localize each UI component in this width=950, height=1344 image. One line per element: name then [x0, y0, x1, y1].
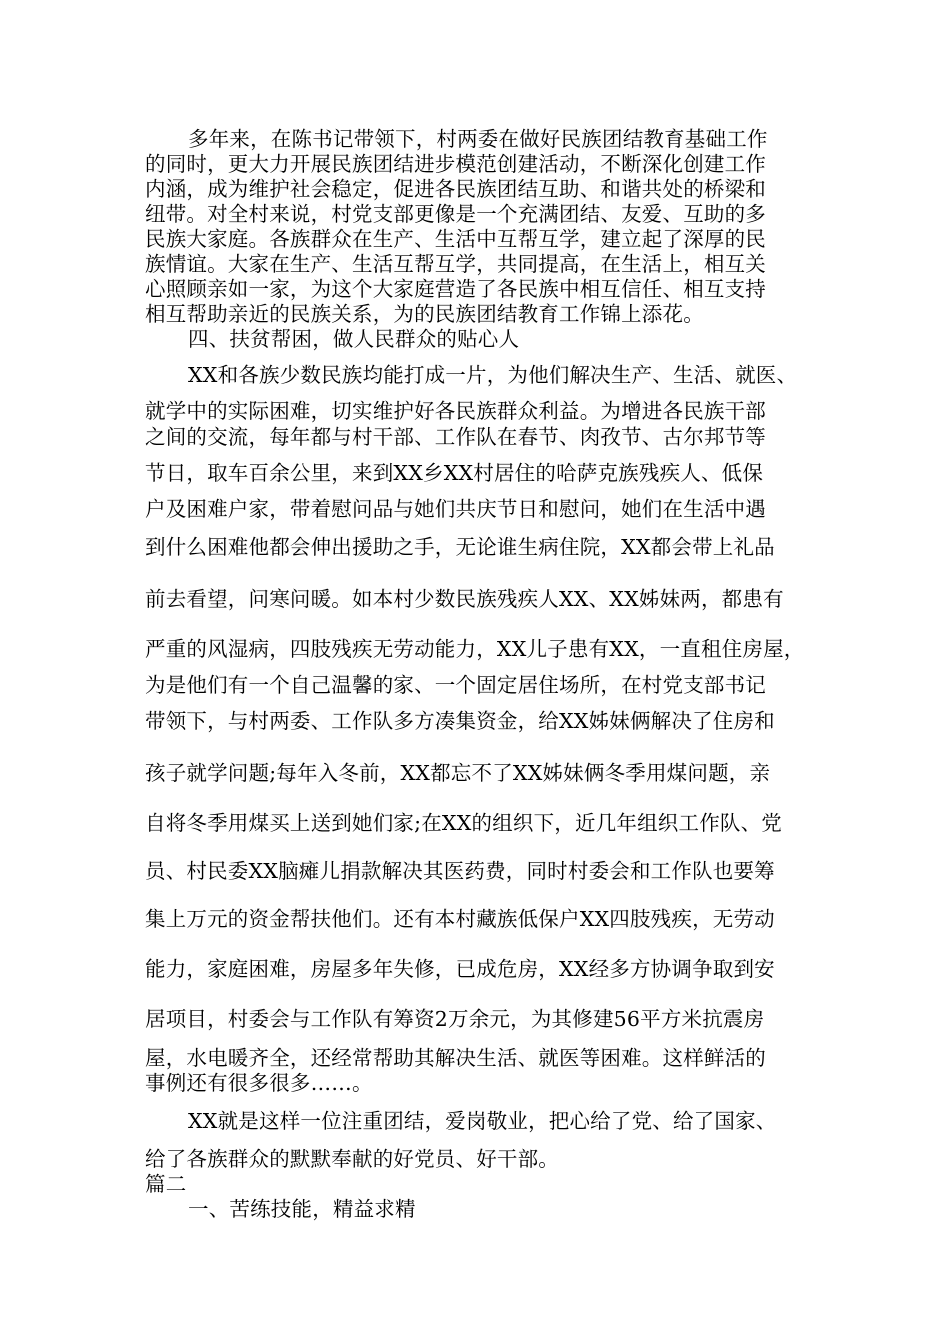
paragraph-2-line-18: 事例还有很多很多……。 [145, 1071, 373, 1095]
section-heading-one: 一、苦练技能，精益求精 [188, 1197, 416, 1221]
paragraph-2-line-14: 集上万元的资金帮扶他们。还有本村藏族低保户XX四肢残疾，无劳动 [145, 907, 775, 931]
paragraph-1-line-2: 的同时，更大力开展民族团结进步模范创建活动，不断深化创建工作 [145, 152, 766, 176]
paragraph-2-line-1: XX和各族少数民族均能打成一片，为他们解决生产、生活、就医、 [188, 363, 798, 387]
paragraph-1-line-1: 多年来，在陈书记带领下，村两委在做好民族团结教育基础工作 [188, 127, 768, 151]
paragraph-2-line-13: 员、村民委XX脑瘫儿捐款解决其医药费，同时村委会和工作队也要筹 [145, 859, 775, 883]
section-heading-four: 四、扶贫帮困，做人民群众的贴心人 [188, 327, 520, 351]
paragraph-3-line-1: XX就是这样一位注重团结，爱岗敬业，把心给了党、给了国家、 [188, 1109, 777, 1133]
paragraph-2-line-2: 就学中的实际困难，切实维护好各民族群众利益。为增进各民族干部 [145, 399, 766, 423]
paragraph-3-line-2: 给了各族群众的默默奉献的好党员、好干部。 [145, 1147, 559, 1171]
paragraph-2-line-15: 能力，家庭困难，房屋多年失修，已成危房，XX经多方协调争取到安 [145, 957, 775, 981]
paragraph-2-line-9: 为是他们有一个自己温馨的家、一个固定居住场所，在村党支部书记 [145, 673, 766, 697]
paragraph-2-line-4: 节日，取车百余公里，来到XX乡XX村居住的哈萨克族残疾人、低保 [145, 461, 764, 485]
paragraph-1-line-8: 相互帮助亲近的民族关系，为的民族团结教育工作锦上添花。 [145, 302, 704, 326]
paragraph-1-line-3: 内涵，成为维护社会稳定，促进各民族团结互助、和谐共处的桥梁和 [145, 177, 766, 201]
paragraph-1-line-6: 族情谊。大家在生产、生活互帮互学，共同提高，在生活上，相互关 [145, 252, 766, 276]
paragraph-2-line-12: 自将冬季用煤买上送到她们家;在XX的组织下，近几年组织工作队、党 [145, 811, 782, 835]
paragraph-2-line-11: 孩子就学问题;每年入冬前，XX都忘不了XX姊妹俩冬季用煤问题，亲 [145, 761, 771, 785]
paragraph-2-line-8: 严重的风湿病，四肢残疾无劳动能力，XX儿子患有XX，一直租住房屋， [145, 637, 805, 661]
section-label-part-two: 篇二 [145, 1172, 187, 1196]
paragraph-2-line-10: 带领下，与村两委、工作队多方凑集资金，给XX姊妹俩解决了住房和 [145, 709, 775, 733]
paragraph-2-line-16: 居项目，村委会与工作队有筹资2万余元，为其修建56平方米抗震房 [145, 1007, 765, 1031]
paragraph-2-line-7: 前去看望，问寒问暖。如本村少数民族残疾人XX、XX姊妹两，都患有 [145, 587, 784, 611]
paragraph-1-line-7: 心照顾亲如一家，为这个大家庭营造了各民族中相互信任、相互支持 [145, 277, 766, 301]
paragraph-2-line-5: 户及困难户家，带着慰问品与她们共庆节日和慰问，她们在生活中遇 [145, 497, 766, 521]
paragraph-2-line-3: 之间的交流，每年都与村干部、工作队在春节、肉孜节、古尔邦节等 [145, 425, 766, 449]
paragraph-2-line-17: 屋，水电暖齐全，还经常帮助其解决生活、就医等困难。这样鲜活的 [145, 1046, 766, 1070]
paragraph-1-line-5: 民族大家庭。各族群众在生产、生活中互帮互学，建立起了深厚的民 [145, 227, 766, 251]
paragraph-2-line-6: 到什么困难他都会伸出援助之手，无论谁生病住院，XX都会带上礼品 [145, 535, 775, 559]
paragraph-1-line-4: 纽带。对全村来说，村党支部更像是一个充满团结、友爱、互助的多 [145, 202, 766, 226]
